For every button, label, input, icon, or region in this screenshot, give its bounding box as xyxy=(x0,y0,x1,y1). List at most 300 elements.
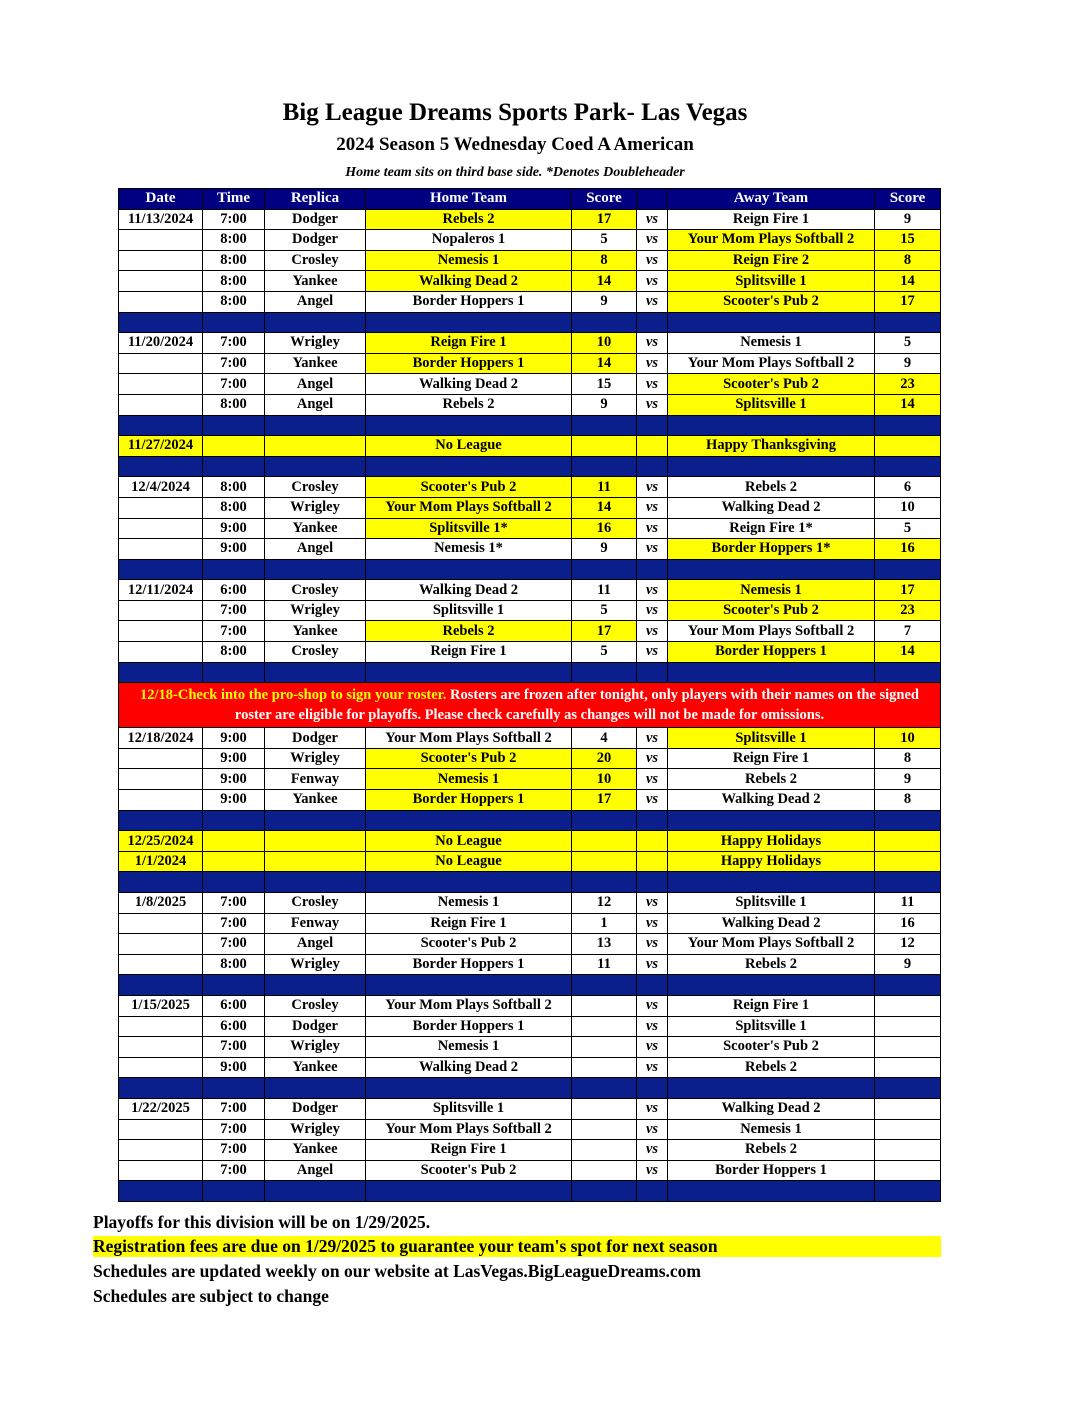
away-team-cell: Rebels 2 xyxy=(668,1057,875,1078)
vs-cell: vs xyxy=(637,518,668,539)
replica-cell: Wrigley xyxy=(265,748,366,769)
away-team-cell: Rebels 2 xyxy=(668,954,875,975)
away-team-cell: Walking Dead 2 xyxy=(668,790,875,811)
vs-cell xyxy=(637,436,668,457)
away-score-cell: 14 xyxy=(875,394,941,415)
page-title: Big League Dreams Sports Park- Las Vegas xyxy=(282,99,748,126)
game-row xyxy=(119,353,941,374)
separator-row xyxy=(119,559,941,580)
home-team-cell: Scooter's Pub 2 xyxy=(366,477,572,498)
separator-cell xyxy=(119,662,203,683)
game-row xyxy=(119,913,941,934)
home-team-cell: Scooter's Pub 2 xyxy=(366,934,572,955)
separator-cell xyxy=(366,456,572,477)
game-row xyxy=(119,1140,941,1161)
away-team-cell: Border Hoppers 1 xyxy=(668,1160,875,1181)
home-team-cell: Rebels 2 xyxy=(366,621,572,642)
date-cell xyxy=(119,374,203,395)
home-team-cell: Walking Dead 2 xyxy=(366,271,572,292)
game-row xyxy=(119,394,941,415)
away-score-cell xyxy=(875,1057,941,1078)
game-row xyxy=(119,642,941,663)
home-score-cell: 10 xyxy=(572,769,637,790)
time-cell: 8:00 xyxy=(203,477,265,498)
away-team-cell: Happy Thanksgiving xyxy=(668,436,875,457)
away-score-cell: 15 xyxy=(875,230,941,251)
home-team-cell: Nemesis 1* xyxy=(366,539,572,560)
home-score-cell: 20 xyxy=(572,748,637,769)
separator-cell xyxy=(366,415,572,436)
separator-row xyxy=(119,975,941,996)
game-row xyxy=(119,621,941,642)
home-score-cell: 5 xyxy=(572,642,637,663)
home-team-cell: Your Mom Plays Softball 2 xyxy=(366,995,572,1016)
vs-cell: vs xyxy=(637,1057,668,1078)
footer-playoffs: Playoffs for this division will be on 1/29/2025. xyxy=(93,1212,431,1232)
vs-cell xyxy=(637,851,668,872)
away-score-cell: 10 xyxy=(875,728,941,749)
home-score-cell: 15 xyxy=(572,374,637,395)
vs-cell: vs xyxy=(637,497,668,518)
col-header-vs xyxy=(637,189,668,210)
away-team-cell: Reign Fire 1 xyxy=(668,995,875,1016)
vs-cell: vs xyxy=(637,790,668,811)
col-header-home-score: Score xyxy=(572,189,637,210)
replica-cell: Dodger xyxy=(265,728,366,749)
home-team-cell: Reign Fire 1 xyxy=(366,1140,572,1161)
home-score-cell: 1 xyxy=(572,913,637,934)
col-header-away-score: Score xyxy=(875,189,941,210)
away-score-cell: 9 xyxy=(875,769,941,790)
home-score-cell: 13 xyxy=(572,934,637,955)
home-score-cell: 11 xyxy=(572,954,637,975)
away-team-cell: Reign Fire 1* xyxy=(668,518,875,539)
replica-cell: Yankee xyxy=(265,1140,366,1161)
vs-cell: vs xyxy=(637,913,668,934)
vs-cell: vs xyxy=(637,271,668,292)
home-team-cell: Walking Dead 2 xyxy=(366,374,572,395)
away-team-cell: Scooter's Pub 2 xyxy=(668,374,875,395)
home-score-cell xyxy=(572,831,637,852)
vs-cell: vs xyxy=(637,893,668,914)
game-row xyxy=(119,995,941,1016)
home-team-cell: Scooter's Pub 2 xyxy=(366,748,572,769)
separator-cell xyxy=(572,312,637,333)
game-row xyxy=(119,374,941,395)
footer-registration: Registration fees are due on 1/29/2025 to guarantee your team's spot for next season xyxy=(93,1236,941,1257)
away-score-cell: 5 xyxy=(875,333,941,354)
time-cell: 7:00 xyxy=(203,893,265,914)
away-score-cell: 7 xyxy=(875,621,941,642)
replica-cell: Crosley xyxy=(265,477,366,498)
home-score-cell xyxy=(572,436,637,457)
replica-cell: Wrigley xyxy=(265,1037,366,1058)
separator-cell xyxy=(572,559,637,580)
away-score-cell xyxy=(875,436,941,457)
date-cell xyxy=(119,1119,203,1140)
away-score-cell: 8 xyxy=(875,748,941,769)
vs-cell: vs xyxy=(637,642,668,663)
separator-cell xyxy=(203,415,265,436)
replica-cell: Dodger xyxy=(265,209,366,230)
vs-cell: vs xyxy=(637,477,668,498)
away-team-cell: Nemesis 1 xyxy=(668,580,875,601)
away-score-cell: 10 xyxy=(875,497,941,518)
separator-cell xyxy=(668,415,875,436)
replica-cell: Fenway xyxy=(265,913,366,934)
footer-website: Schedules are updated weekly on our website at LasVegas.BigLeagueDreams.com xyxy=(93,1261,701,1281)
time-cell: 8:00 xyxy=(203,497,265,518)
time-cell: 7:00 xyxy=(203,600,265,621)
date-cell xyxy=(119,1037,203,1058)
away-team-cell: Scooter's Pub 2 xyxy=(668,1037,875,1058)
away-team-cell: Walking Dead 2 xyxy=(668,497,875,518)
date-cell xyxy=(119,934,203,955)
home-score-cell xyxy=(572,1119,637,1140)
no-league-row xyxy=(119,436,941,457)
game-row xyxy=(119,1119,941,1140)
separator-cell xyxy=(265,872,366,893)
away-score-cell: 14 xyxy=(875,271,941,292)
home-score-cell xyxy=(572,1037,637,1058)
game-row xyxy=(119,580,941,601)
separator-cell xyxy=(875,559,941,580)
vs-cell: vs xyxy=(637,1160,668,1181)
replica-cell: Angel xyxy=(265,934,366,955)
separator-cell xyxy=(203,1078,265,1099)
home-score-cell: 9 xyxy=(572,394,637,415)
away-team-cell: Reign Fire 1 xyxy=(668,209,875,230)
roster-alert-row xyxy=(119,683,941,728)
replica-cell: Wrigley xyxy=(265,1119,366,1140)
game-row xyxy=(119,539,941,560)
vs-cell: vs xyxy=(637,1016,668,1037)
separator-cell xyxy=(119,975,203,996)
away-score-cell: 5 xyxy=(875,518,941,539)
vs-cell: vs xyxy=(637,250,668,271)
separator-cell xyxy=(265,975,366,996)
away-team-cell: Happy Holidays xyxy=(668,831,875,852)
separator-cell xyxy=(119,1181,203,1202)
away-score-cell: 16 xyxy=(875,913,941,934)
separator-row xyxy=(119,312,941,333)
separator-cell xyxy=(637,1078,668,1099)
replica-cell: Angel xyxy=(265,1160,366,1181)
separator-row xyxy=(119,662,941,683)
date-cell xyxy=(119,913,203,934)
separator-cell xyxy=(875,456,941,477)
away-score-cell: 9 xyxy=(875,209,941,230)
date-cell: 11/27/2024 xyxy=(119,436,203,457)
time-cell: 9:00 xyxy=(203,728,265,749)
separator-cell xyxy=(119,415,203,436)
home-score-cell xyxy=(572,995,637,1016)
col-header-time: Time xyxy=(203,189,265,210)
schedule-body xyxy=(119,209,941,1201)
away-score-cell: 17 xyxy=(875,580,941,601)
away-team-cell: Your Mom Plays Softball 2 xyxy=(668,934,875,955)
separator-cell xyxy=(637,559,668,580)
separator-cell xyxy=(668,456,875,477)
replica-cell: Dodger xyxy=(265,1098,366,1119)
home-score-cell xyxy=(572,1140,637,1161)
away-team-cell: Your Mom Plays Softball 2 xyxy=(668,621,875,642)
replica-cell: Dodger xyxy=(265,1016,366,1037)
away-team-cell: Your Mom Plays Softball 2 xyxy=(668,353,875,374)
separator-cell xyxy=(203,312,265,333)
date-cell: 12/11/2024 xyxy=(119,580,203,601)
separator-cell xyxy=(366,872,572,893)
col-header-home-team: Home Team xyxy=(366,189,572,210)
separator-cell xyxy=(875,1078,941,1099)
separator-cell xyxy=(203,559,265,580)
replica-cell: Angel xyxy=(265,539,366,560)
away-team-cell: Splitsville 1 xyxy=(668,394,875,415)
away-team-cell: Scooter's Pub 2 xyxy=(668,291,875,312)
away-score-cell: 11 xyxy=(875,893,941,914)
game-row xyxy=(119,790,941,811)
separator-cell xyxy=(119,810,203,831)
col-header-replica: Replica xyxy=(265,189,366,210)
time-cell xyxy=(203,436,265,457)
date-cell xyxy=(119,642,203,663)
home-team-cell: Your Mom Plays Softball 2 xyxy=(366,497,572,518)
time-cell: 7:00 xyxy=(203,1140,265,1161)
away-score-cell: 14 xyxy=(875,642,941,663)
separator-cell xyxy=(572,415,637,436)
time-cell: 7:00 xyxy=(203,374,265,395)
replica-cell: Crosley xyxy=(265,893,366,914)
date-cell xyxy=(119,1057,203,1078)
home-team-cell: Reign Fire 1 xyxy=(366,333,572,354)
vs-cell: vs xyxy=(637,995,668,1016)
separator-row xyxy=(119,810,941,831)
replica-cell: Yankee xyxy=(265,271,366,292)
time-cell: 7:00 xyxy=(203,353,265,374)
home-score-cell: 17 xyxy=(572,209,637,230)
separator-row xyxy=(119,872,941,893)
home-team-cell: No League xyxy=(366,436,572,457)
home-score-cell: 14 xyxy=(572,271,637,292)
away-score-cell xyxy=(875,1119,941,1140)
separator-cell xyxy=(668,1078,875,1099)
page-subtitle: 2024 Season 5 Wednesday Coed A American xyxy=(336,134,694,155)
separator-cell xyxy=(637,810,668,831)
separator-cell xyxy=(572,662,637,683)
away-team-cell: Splitsville 1 xyxy=(668,1016,875,1037)
home-score-cell: 9 xyxy=(572,539,637,560)
separator-row xyxy=(119,456,941,477)
date-cell xyxy=(119,1160,203,1181)
separator-cell xyxy=(265,312,366,333)
separator-cell xyxy=(875,872,941,893)
vs-cell: vs xyxy=(637,580,668,601)
away-team-cell: Happy Holidays xyxy=(668,851,875,872)
home-score-cell: 4 xyxy=(572,728,637,749)
game-row xyxy=(119,934,941,955)
time-cell: 7:00 xyxy=(203,1119,265,1140)
home-team-cell: Border Hoppers 1 xyxy=(366,291,572,312)
away-team-cell: Border Hoppers 1* xyxy=(668,539,875,560)
date-cell: 12/4/2024 xyxy=(119,477,203,498)
away-team-cell: Walking Dead 2 xyxy=(668,913,875,934)
separator-cell xyxy=(366,312,572,333)
game-row xyxy=(119,291,941,312)
date-cell xyxy=(119,353,203,374)
game-row xyxy=(119,477,941,498)
separator-cell xyxy=(637,456,668,477)
away-team-cell: Your Mom Plays Softball 2 xyxy=(668,230,875,251)
away-team-cell: Rebels 2 xyxy=(668,477,875,498)
separator-cell xyxy=(572,1078,637,1099)
time-cell: 6:00 xyxy=(203,995,265,1016)
time-cell: 7:00 xyxy=(203,1037,265,1058)
game-row xyxy=(119,271,941,292)
away-team-cell: Nemesis 1 xyxy=(668,333,875,354)
time-cell: 8:00 xyxy=(203,230,265,251)
away-score-cell: 9 xyxy=(875,353,941,374)
separator-cell xyxy=(637,662,668,683)
home-team-cell: Scooter's Pub 2 xyxy=(366,1160,572,1181)
replica-cell: Crosley xyxy=(265,250,366,271)
home-score-cell: 8 xyxy=(572,250,637,271)
away-score-cell: 17 xyxy=(875,291,941,312)
time-cell: 7:00 xyxy=(203,333,265,354)
separator-cell xyxy=(366,1181,572,1202)
separator-cell xyxy=(637,872,668,893)
time-cell xyxy=(203,851,265,872)
date-cell xyxy=(119,271,203,292)
away-team-cell: Scooter's Pub 2 xyxy=(668,600,875,621)
separator-cell xyxy=(637,975,668,996)
separator-cell xyxy=(366,810,572,831)
away-score-cell: 8 xyxy=(875,250,941,271)
home-score-cell: 5 xyxy=(572,230,637,251)
away-score-cell xyxy=(875,1098,941,1119)
separator-cell xyxy=(875,312,941,333)
replica-cell: Yankee xyxy=(265,621,366,642)
replica-cell xyxy=(265,831,366,852)
replica-cell: Yankee xyxy=(265,353,366,374)
separator-cell xyxy=(875,975,941,996)
separator-cell xyxy=(668,312,875,333)
separator-cell xyxy=(203,456,265,477)
home-team-cell: Walking Dead 2 xyxy=(366,580,572,601)
game-row xyxy=(119,250,941,271)
date-cell xyxy=(119,621,203,642)
replica-cell: Angel xyxy=(265,394,366,415)
game-row xyxy=(119,954,941,975)
date-cell xyxy=(119,518,203,539)
home-team-cell: Splitsville 1 xyxy=(366,600,572,621)
date-cell xyxy=(119,291,203,312)
home-team-cell: Border Hoppers 1 xyxy=(366,1016,572,1037)
date-cell: 1/1/2024 xyxy=(119,851,203,872)
home-score-cell: 11 xyxy=(572,580,637,601)
date-cell xyxy=(119,600,203,621)
roster-alert-cell xyxy=(119,683,941,728)
home-score-cell: 17 xyxy=(572,621,637,642)
replica-cell: Crosley xyxy=(265,580,366,601)
col-header-date: Date xyxy=(119,189,203,210)
separator-cell xyxy=(366,559,572,580)
vs-cell: vs xyxy=(637,539,668,560)
replica-cell: Wrigley xyxy=(265,333,366,354)
time-cell: 7:00 xyxy=(203,1098,265,1119)
away-score-cell xyxy=(875,995,941,1016)
separator-cell xyxy=(366,975,572,996)
replica-cell: Wrigley xyxy=(265,497,366,518)
away-team-cell: Walking Dead 2 xyxy=(668,1098,875,1119)
home-score-cell: 16 xyxy=(572,518,637,539)
replica-cell: Dodger xyxy=(265,230,366,251)
game-row xyxy=(119,600,941,621)
replica-cell: Angel xyxy=(265,374,366,395)
replica-cell: Crosley xyxy=(265,642,366,663)
time-cell: 9:00 xyxy=(203,539,265,560)
home-team-cell: Your Mom Plays Softball 2 xyxy=(366,728,572,749)
home-team-cell: Splitsville 1* xyxy=(366,518,572,539)
alert-date: 12/18- xyxy=(140,687,178,704)
separator-cell xyxy=(637,415,668,436)
home-team-cell: Border Hoppers 1 xyxy=(366,954,572,975)
separator-cell xyxy=(265,415,366,436)
replica-cell: Yankee xyxy=(265,518,366,539)
away-score-cell: 23 xyxy=(875,374,941,395)
date-cell xyxy=(119,497,203,518)
away-team-cell: Reign Fire 2 xyxy=(668,250,875,271)
date-cell: 1/15/2025 xyxy=(119,995,203,1016)
game-row xyxy=(119,1057,941,1078)
date-cell: 11/13/2024 xyxy=(119,209,203,230)
separator-cell xyxy=(875,1181,941,1202)
home-team-cell: Rebels 2 xyxy=(366,209,572,230)
game-row xyxy=(119,769,941,790)
time-cell: 7:00 xyxy=(203,913,265,934)
away-team-cell: Rebels 2 xyxy=(668,769,875,790)
vs-cell: vs xyxy=(637,374,668,395)
game-row xyxy=(119,1037,941,1058)
game-row xyxy=(119,748,941,769)
col-header-away-team: Away Team xyxy=(668,189,875,210)
vs-cell: vs xyxy=(637,230,668,251)
separator-row xyxy=(119,1078,941,1099)
away-score-cell: 9 xyxy=(875,954,941,975)
vs-cell: vs xyxy=(637,394,668,415)
game-row xyxy=(119,209,941,230)
time-cell: 8:00 xyxy=(203,271,265,292)
time-cell: 9:00 xyxy=(203,748,265,769)
separator-row xyxy=(119,415,941,436)
away-score-cell xyxy=(875,1016,941,1037)
home-score-cell: 14 xyxy=(572,353,637,374)
separator-cell xyxy=(203,975,265,996)
time-cell: 7:00 xyxy=(203,934,265,955)
separator-cell xyxy=(203,872,265,893)
table-header-row xyxy=(119,189,941,210)
date-cell: 1/22/2025 xyxy=(119,1098,203,1119)
home-team-cell: Border Hoppers 1 xyxy=(366,353,572,374)
no-league-row xyxy=(119,831,941,852)
replica-cell: Fenway xyxy=(265,769,366,790)
time-cell: 7:00 xyxy=(203,621,265,642)
vs-cell: vs xyxy=(637,954,668,975)
vs-cell: vs xyxy=(637,600,668,621)
game-row xyxy=(119,1016,941,1037)
date-cell xyxy=(119,790,203,811)
page-note: Home team sits on third base side. *Denotes Doubleheader xyxy=(345,165,685,180)
game-row xyxy=(119,333,941,354)
